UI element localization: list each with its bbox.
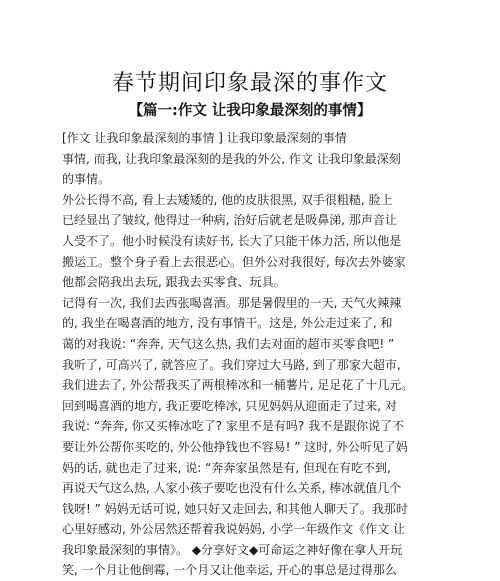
body-line: 我们进去了, 外公帮我买了两根棒冰和一桶薯片, 足足花了十几元。: [62, 378, 414, 393]
body-line: [作文 让我印象最深刻的事情 ] 让我印象最深刻的事情: [62, 131, 347, 145]
body-line: 搬运工。整个身子看上去很恶心。但外公对我很好, 每次去外婆家: [62, 254, 406, 269]
body-line: 我印象最深刻的事情》。 ◆分享好文◆可命运之神好像在拿人开玩: [62, 542, 403, 557]
body-line: 的事情。: [62, 172, 111, 187]
body-line: 我听了, 可高兴了, 就答应了。我们穿过大马路, 到了那家大超市,: [62, 357, 401, 372]
body-line: 妈的话, 就也走了过来, 说: “奔奔家虽然是有, 但现在有吃不到,: [62, 460, 391, 475]
document-subtitle: 【篇一:作文 让我印象最深刻的事情】: [128, 103, 372, 119]
body-line: 已经显出了皱纹, 他得过一种病, 治好后就老是吸鼻涕, 那声音让: [62, 213, 397, 228]
body-line: 蔼的对我说: “奔奔, 天气这么热, 我们去对面的超市买零食吧! ”: [62, 336, 395, 351]
body-line: 人受不了。他小时候没有读好书, 长大了只能干体力活, 所以他是: [62, 233, 402, 248]
body-line: 的, 我坐在喝喜酒的地方, 没有事情干。这是, 外公走过来了, 和: [62, 316, 393, 331]
document-body: [62, 128, 412, 581]
body-line: 再说天气这么热, 人家小孩子要吃也没有什么关系, 棒冰就值几个: [62, 481, 402, 496]
body-line: 心里好感动, 外公居然还帮着我说妈妈, 小学一年级作文《作文 让: [62, 522, 406, 537]
body-line: 要让外公帮你买吃的, 外公他挣钱也不容易! ” 这时, 外公听见了妈: [62, 439, 408, 454]
document-title: 春节期间印象最深的事作文: [111, 71, 388, 96]
body-line: 事情, 而我, 让我印象最深刻的是我的外公, 作文 让我印象最深刻: [62, 151, 401, 166]
body-line: 钱呀! ” 妈妈无话可说, 她只好又走回去, 和其他人聊天了。我那时: [62, 501, 408, 516]
body-line: 记得有一次, 我们去西张喝喜酒。那是暑假里的一天, 天气火辣辣: [62, 295, 402, 310]
body-line: 我说: “奔奔, 你又买棒冰吃了? 家里不是有吗? 我不是跟你说了不: [62, 419, 405, 434]
body-line: 他都会陪我出去玩, 跟我去买零食、玩具。: [62, 275, 286, 290]
body-line: 回到喝喜酒的地方, 我正要吃棒冰, 只见妈妈从迎面走了过来, 对: [62, 398, 397, 413]
body-line: 笑, 一个月让他倒霉, 一个月又让他幸运, 开心的事总是过得那么: [62, 563, 397, 578]
body-line: 外公长得不高, 看上去矮矮的, 他的皮肤很黑, 双手很粗糙, 脸上: [62, 192, 393, 207]
